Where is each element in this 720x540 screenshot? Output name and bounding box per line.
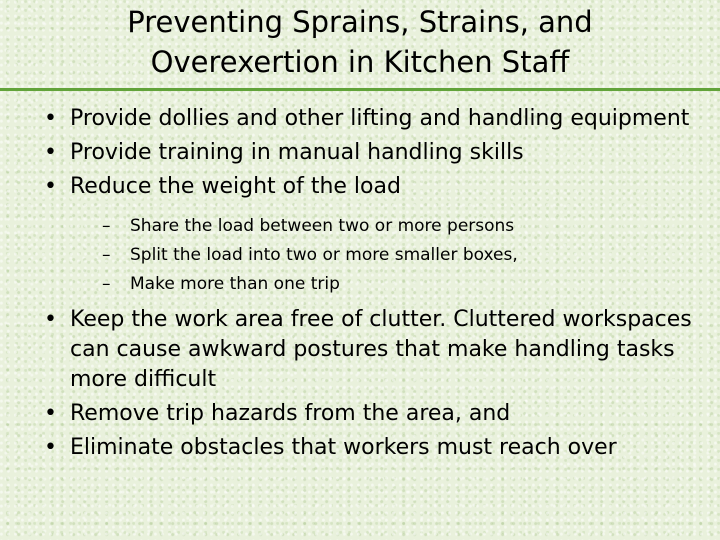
bullet-item <box>42 172 702 299</box>
title-divider <box>0 88 720 91</box>
bullet-item: • Remove trip hazards from the area, and <box>42 399 702 429</box>
bullet-item: • Eliminate obstacles that workers must reach over <box>42 433 702 463</box>
sub-bullet-list <box>70 212 702 299</box>
sub-bullet-item: – Share the load between two or more persons <box>70 212 702 241</box>
bullet-item: • Keep the work area free of clutter. Cluttered workspaces can cause awkward postures that make handling tasks more difficult <box>42 305 702 395</box>
slide-title: Preventing Sprains, Strains, and Overexertion in Kitchen Staff <box>127 5 593 79</box>
bullet-list <box>42 104 702 467</box>
bullet-item: • Provide dollies and other lifting and handling equipment <box>42 104 702 134</box>
bullet-item: • Provide training in manual handling skills <box>42 138 702 168</box>
title-box <box>20 0 700 84</box>
bullet-text: Reduce the weight of the load <box>70 174 401 199</box>
sub-bullet-item: – Make more than one trip <box>70 270 702 299</box>
sub-bullet-item: – Split the load into two or more smaller boxes, <box>70 241 702 270</box>
